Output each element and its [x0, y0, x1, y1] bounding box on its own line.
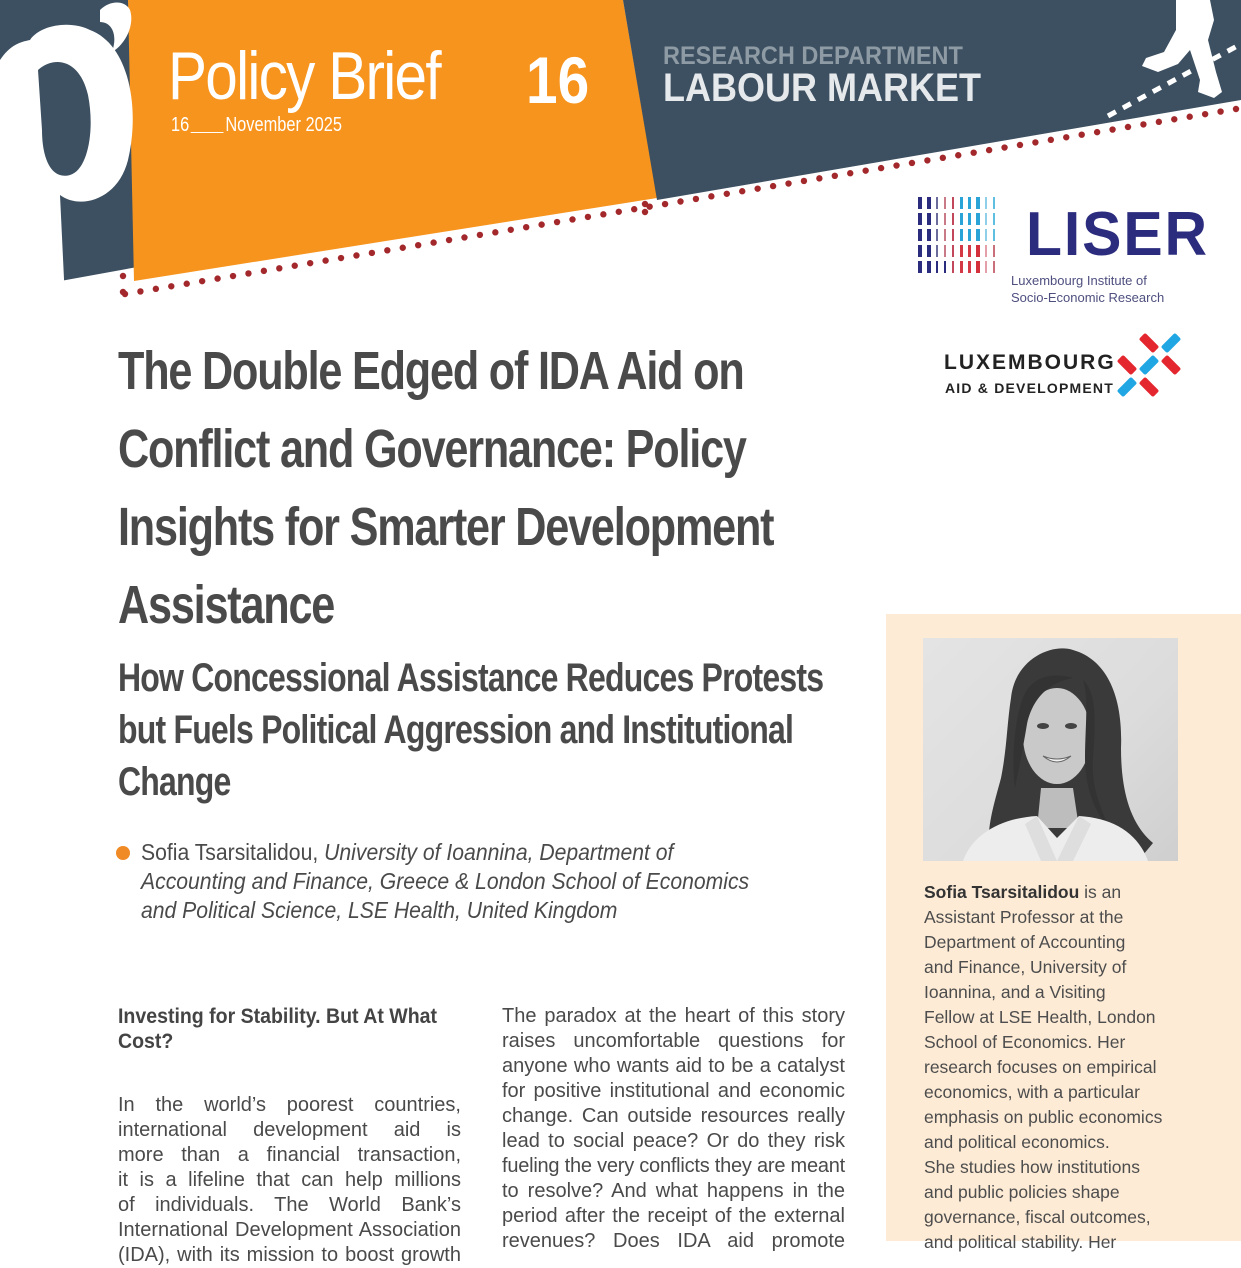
lux-aid-logo — [944, 332, 1184, 396]
author-text — [141, 838, 901, 925]
title-line: The Double Edged of IDA Aid on — [118, 341, 744, 401]
body-line: of individuals. The World Bank’s — [118, 1194, 461, 1216]
body-line: more than a financial transaction, — [118, 1144, 461, 1166]
bio-line: research focuses on empirical — [924, 1057, 1157, 1077]
lux-aid-name: LUXEMBOURG — [944, 351, 1116, 374]
bio-line: and political economics. — [924, 1132, 1110, 1152]
author-affiliation: University of Ioannina, Department of — [324, 839, 674, 865]
author-bio-sidebar — [886, 614, 1241, 1252]
liser-subtitle-line: Luxembourg Institute of — [1011, 273, 1147, 288]
bio-body — [924, 905, 1224, 1255]
date-rule — [191, 132, 224, 133]
author-name: Sofia Tsarsitalidou — [141, 839, 313, 865]
publication-date — [171, 113, 342, 137]
bullet-icon — [116, 846, 130, 860]
body-paragraph — [502, 1004, 845, 1254]
series-title: Policy Brief — [168, 38, 440, 114]
portrait-illustration — [923, 638, 1178, 861]
lux-aid-subtitle: AID & DEVELOPMENT — [945, 380, 1114, 396]
body-column-left — [118, 1004, 461, 1268]
author-affiliation: Accounting and Finance, Greece & London School of Economics — [141, 868, 750, 894]
bio-line: economics, with a particular — [924, 1082, 1140, 1102]
issue-number: 16 — [526, 43, 590, 117]
title-line: Insights for Smarter Development — [118, 497, 774, 557]
liser-logo — [916, 196, 1209, 308]
liser-subtitle — [1011, 272, 1164, 306]
liser-barcode-icon — [916, 196, 998, 274]
author-affiliation: and Political Science, LSE Health, United Kingdom — [141, 897, 618, 923]
author-line: Sofia Tsarsitalidou, University of Ioannina, Department of — [141, 839, 674, 865]
date-number: 16 — [171, 114, 190, 136]
body-line: (IDA), with its mission to boost growth — [118, 1244, 461, 1266]
bio-line: governance, fiscal outcomes, — [924, 1207, 1151, 1227]
subtitle-line: but Fuels Political Aggression and Institutional — [118, 708, 794, 752]
bio-line: Ioannina, and a Visiting — [924, 982, 1106, 1002]
author-bio — [924, 880, 1224, 1255]
body-line: it is a lifeline that can help millions — [118, 1169, 461, 1191]
body-line: change. Can outside resources really — [502, 1105, 845, 1127]
date-text: November 2025 — [225, 114, 343, 136]
body-line: raises uncomfortable questions for — [502, 1030, 845, 1052]
body-line: lead to social peace? Or do they risk — [502, 1130, 845, 1152]
body-line: international development aid is — [118, 1119, 461, 1141]
bio-line: and public policies shape — [924, 1182, 1120, 1202]
bio-line: and political stability. Her — [924, 1232, 1117, 1252]
title-line: Conflict and Governance: Policy — [118, 419, 746, 479]
body-line: fueling the very conflicts they are meant — [502, 1155, 845, 1177]
department-label: RESEARCH DEPARTMENT — [663, 42, 963, 70]
subtitle-line: Change — [118, 760, 231, 804]
page-subtitle — [118, 652, 878, 808]
body-paragraph — [118, 1093, 461, 1268]
bio-line: School of Economics. Her — [924, 1032, 1126, 1052]
section-heading — [118, 1004, 462, 1054]
page-title — [118, 332, 878, 644]
author-line — [141, 867, 840, 896]
section-heading-line: Cost? — [118, 1030, 174, 1053]
bio-author-name: Sofia Tsarsitalidou — [924, 882, 1080, 902]
body-line: to resolve? And what happens in the — [502, 1180, 845, 1202]
bio-line: Assistant Professor at the — [924, 907, 1124, 927]
body-line: revenues? Does IDA aid promote — [502, 1230, 845, 1252]
bio-line — [924, 880, 1224, 905]
body-column-right — [502, 1004, 845, 1254]
bio-text: is an — [1079, 882, 1122, 902]
body-line: The paradox at the heart of this story — [502, 1005, 845, 1027]
body-line: International Development Association — [118, 1219, 461, 1241]
liser-wordmark: LISER — [1026, 200, 1209, 269]
bio-line: Department of Accounting — [924, 932, 1126, 952]
liser-subtitle-line: Socio-Economic Research — [1011, 290, 1165, 305]
subtitle-line: How Concessional Assistance Reduces Protests — [118, 656, 824, 700]
body-line: anyone who wants aid to be a catalyst — [502, 1055, 845, 1077]
body-line: period after the receipt of the external — [502, 1205, 845, 1227]
bio-line: and Finance, University of — [924, 957, 1127, 977]
department-name: LABOUR MARKET — [663, 66, 981, 110]
lux-aid-cross-icon — [1116, 332, 1182, 398]
author-photo — [923, 638, 1178, 861]
section-heading-line: Investing for Stability. But At What — [118, 1005, 437, 1028]
bio-line: Fellow at LSE Health, London — [924, 1007, 1156, 1027]
bio-line: She studies how institutions — [924, 1157, 1140, 1177]
bio-line: emphasis on public economics — [924, 1107, 1163, 1127]
author-line — [141, 896, 840, 925]
body-line: In the world’s poorest countries, — [118, 1094, 461, 1116]
body-line: for positive institutional and economic — [502, 1080, 845, 1102]
title-line: Assistance — [118, 575, 335, 635]
